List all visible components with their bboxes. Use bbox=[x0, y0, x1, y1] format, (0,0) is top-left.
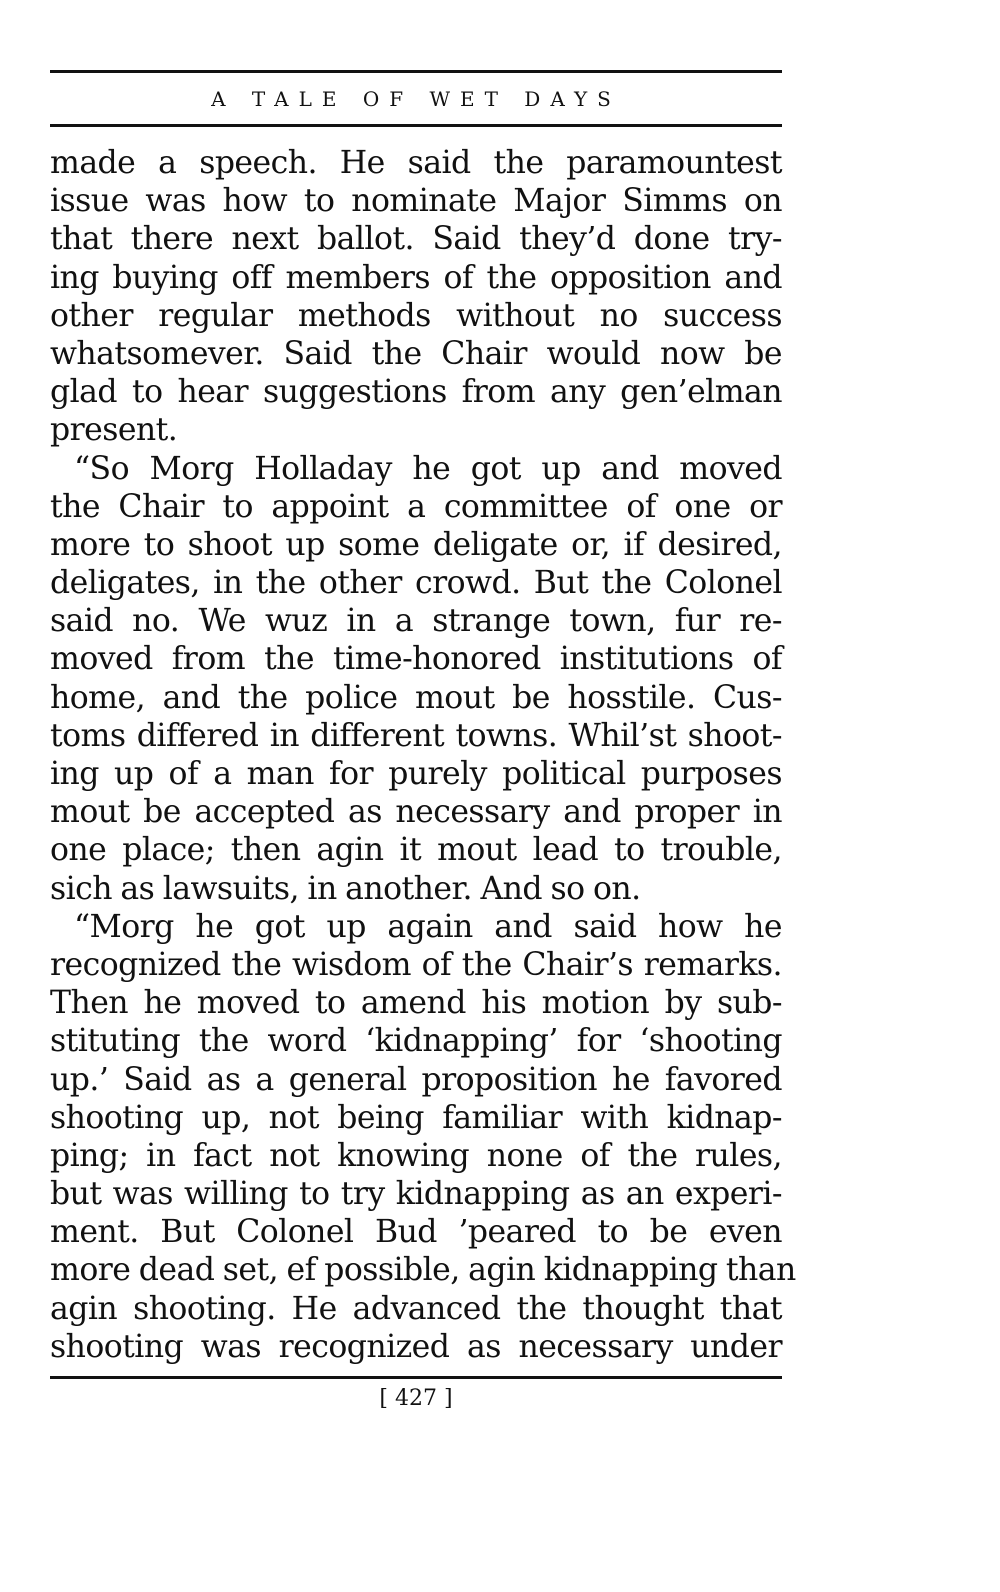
paragraph-first-line: “Morg he got up again and said how he bbox=[74, 908, 782, 945]
text-line: mout be accepted as necessary and proper in bbox=[50, 794, 782, 831]
text-line: Then he moved to amend his motion by sub- bbox=[50, 985, 782, 1022]
header-rule bbox=[50, 124, 782, 127]
text-line: sich as lawsuits, in another. And so on. bbox=[50, 870, 641, 907]
paragraph-first-line: “So Morg Holladay he got up and moved bbox=[74, 450, 782, 487]
text-line: glad to hear suggestions from any gen’elman bbox=[50, 374, 782, 411]
body-text bbox=[50, 144, 796, 1366]
text-line: said no. We wuz in a strange town, fur re- bbox=[50, 603, 782, 640]
text-line: stituting the word ‘kidnapping’ for ‘shooting bbox=[50, 1023, 782, 1060]
text-line: ment. But Colonel Bud ’peared to be even bbox=[50, 1214, 782, 1251]
text-line: present. bbox=[50, 412, 178, 449]
text-line: issue was how to nominate Major Simms on bbox=[50, 183, 782, 220]
text-line: that there next ballot. Said they’d done try- bbox=[50, 221, 782, 258]
top-rule bbox=[50, 70, 782, 73]
text-line: ping; in fact not knowing none of the rules, bbox=[50, 1137, 782, 1174]
text-line: more dead set, ef possible, agin kidnapping than bbox=[50, 1252, 796, 1289]
text-line: home, and the police mout be hosstile. Cus- bbox=[50, 679, 782, 716]
book-page bbox=[50, 0, 796, 1592]
text-line: more to shoot up some deligate or, if desired, bbox=[50, 526, 782, 563]
text-line: agin shooting. He advanced the thought that bbox=[50, 1290, 782, 1327]
text-line: shooting up, not being familiar with kidnap- bbox=[50, 1099, 782, 1136]
text-line: ing buying off members of the opposition and bbox=[50, 259, 782, 296]
text-line: up.’ Said as a general proposition he favored bbox=[50, 1061, 782, 1098]
text-line: one place; then agin it mout lead to trouble, bbox=[50, 832, 782, 869]
text-line: other regular methods without no success bbox=[50, 297, 782, 334]
footer-rule bbox=[50, 1376, 782, 1379]
text-line: shooting was recognized as necessary under bbox=[50, 1328, 782, 1365]
text-line: the Chair to appoint a committee of one or bbox=[50, 488, 782, 525]
running-head: A TALE OF WET DAYS bbox=[211, 87, 621, 111]
text-line: deligates, in the other crowd. But the Colonel bbox=[50, 565, 782, 602]
text-line: toms differed in different towns. Whil’st shoot- bbox=[50, 717, 782, 754]
text-line: made a speech. He said the paramountest bbox=[50, 145, 782, 181]
text-line: but was willing to try kidnapping as an experi- bbox=[50, 1176, 782, 1213]
text-line: ing up of a man for purely political purposes bbox=[50, 756, 782, 792]
text-line: moved from the time-honored institutions of bbox=[50, 641, 782, 678]
text-line: recognized the wisdom of the Chair’s remarks. bbox=[50, 946, 782, 983]
page-number: [ 427 ] bbox=[379, 1386, 453, 1411]
text-line: whatsomever. Said the Chair would now be bbox=[50, 335, 782, 372]
